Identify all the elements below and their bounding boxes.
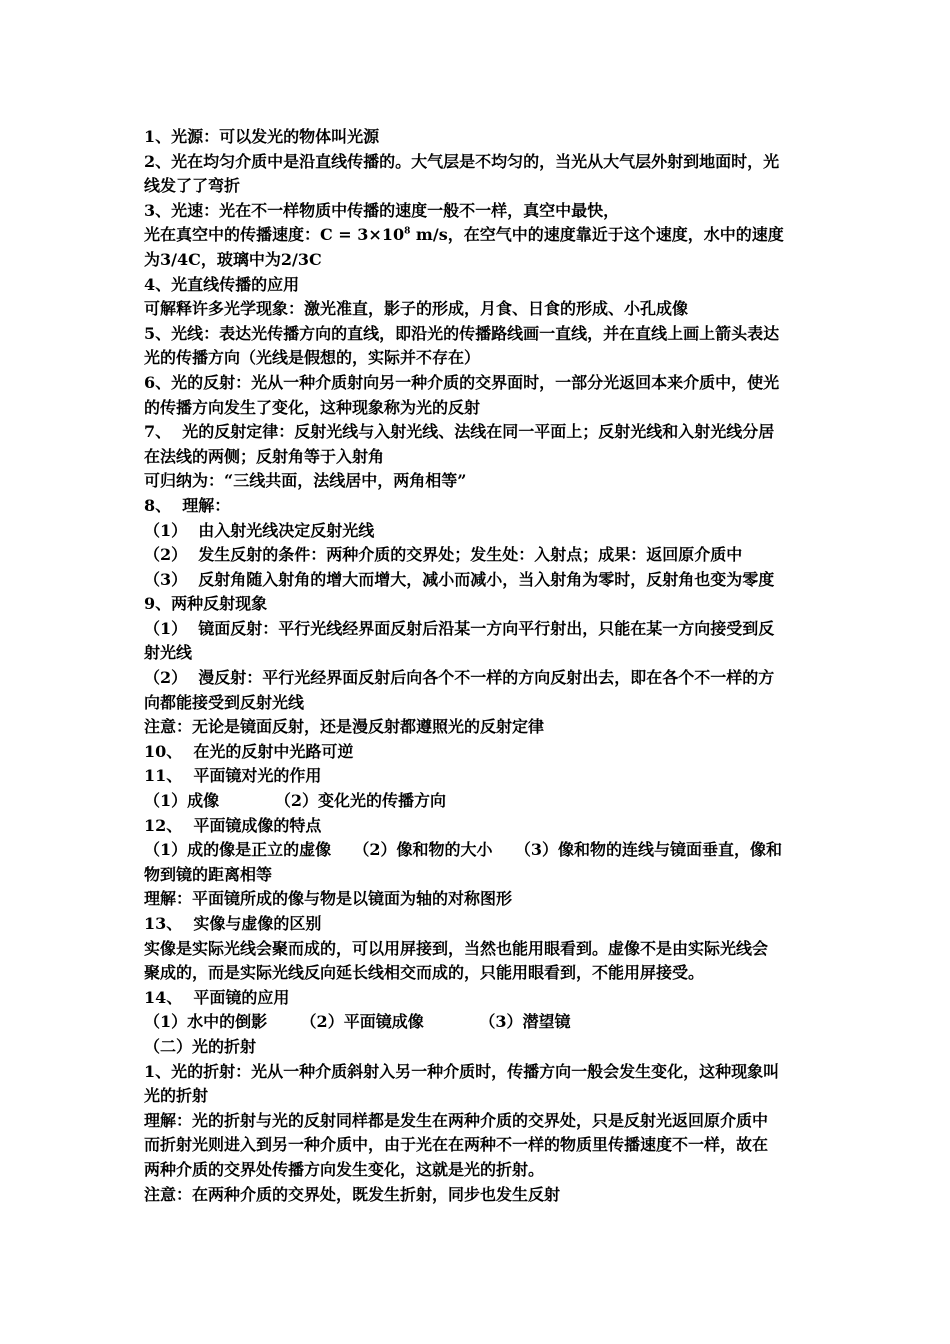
text-line: 11、 平面镜对光的作用 (144, 766, 322, 786)
text-line: （1）成像 （2）变化光的传播方向 (144, 791, 446, 811)
text-line: 1、光的折射：光从一种介质斜射入另一种介质时，传播方向一般会发生变化，这种现象叫 (144, 1061, 780, 1081)
text-line: 为3/4C，玻璃中为2/3C (144, 249, 322, 269)
text-line: 8、 理解： (144, 495, 231, 515)
text-line: 光的传播方向（光线是假想的，实际并不存在） (144, 348, 481, 368)
text-line: 4、光直线传播的应用 (144, 274, 300, 294)
text-line: 2、光在均匀介质中是沿直线传播的。大气层是不均匀的，当光从大气层外射到地面时，光 (144, 151, 780, 171)
text-line: （1）成的像是正立的虚像 （2）像和物的大小 （3）像和物的连线与镜面垂直，像和 (144, 840, 782, 860)
text-line: （2） 发生反射的条件：两种介质的交界处；发生处：入射点；成果：返回原介质中 (144, 545, 743, 565)
text-line: （1） 镜面反射：平行光线经界面反射后沿某一方向平行射出，只能在某一方向接受到反 (144, 618, 775, 638)
document-body (144, 125, 809, 1207)
text-line: 13、 实像与虚像的区别 (144, 914, 322, 933)
text-line: 10、 在光的反射中光路可逆 (144, 741, 354, 761)
text-line: 6、光的反射：光从一种介质射向另一种介质的交界面时，一部分光返回本来介质中，使光 (144, 372, 780, 392)
text-line: 可归纳为：“三线共面，法线居中，两角相等” (144, 471, 467, 491)
text-line: （1） 由入射光线决定反射光线 (144, 520, 375, 540)
light-speed-line (144, 223, 809, 248)
text-line: 的传播方向发生了变化，这种现象称为光的反射 (144, 397, 481, 417)
text-line: （2） 漫反射：平行光经界面反射后向各个不一样的方向反射出去，即在各个不一样的方 (144, 668, 775, 688)
text-line: 注意：在两种介质的交界处，既发生折射，同步也发生反射 (144, 1184, 561, 1204)
text-line: 3、光速：光在不一样物质中传播的速度一般不一样，真空中最快， (144, 200, 620, 220)
text-line: （二）光的折射 (144, 1036, 257, 1056)
text-line: 向都能接受到反射光线 (144, 692, 305, 712)
text-line: 理解：平面镜所成的像与物是以镜面为轴的对称图形 (144, 889, 513, 909)
text-line: 注意：无论是镜面反射，还是漫反射都遵照光的反射定律 (144, 717, 545, 737)
text-line: 1、光源：可以发光的物体叫光源 (144, 127, 380, 146)
text-line: 在法线的两侧；反射角等于入射角 (144, 446, 385, 466)
text-line: 而折射光则进入到另一种介质中，由于光在在两种不一样的物质里传播速度不一样，故在 (144, 1135, 769, 1155)
text-line: 可解释许多光学现象：激光准直，影子的形成，月食、日食的形成、小孔成像 (144, 299, 689, 319)
text-line: 线发了了弯折 (144, 176, 241, 196)
text-line: 5、光线：表达光传播方向的直线，即沿光的传播路线画一直线，并在直线上画上箭头表达 (144, 323, 780, 343)
text-line: 两种介质的交界处传播方向发生变化，这就是光的折射。 (144, 1159, 545, 1179)
light-speed-rest: m/s，在空气中的速度靠近于这个速度，水中的速度 (410, 225, 784, 245)
text-line: 光的折射 (144, 1086, 209, 1106)
text-line: 7、 光的反射定律：反射光线与入射光线、法线在同一平面上；反射光线和入射光线分居 (144, 422, 775, 442)
text-line: 实像是实际光线会聚而成的，可以用屏接到，当然也能用眼看到。虚像不是由实际光线会 (144, 938, 769, 958)
light-speed-exponent: 8 (404, 227, 411, 238)
text-line: 理解：光的折射与光的反射同样都是发生在两种介质的交界处，只是反射光返回原介质中 (144, 1110, 769, 1130)
text-line: 聚成的，而是实际光线反向延长线相交而成的，只能用眼看到，不能用屏接受。 (144, 963, 705, 983)
text-line: 射光线 (144, 643, 193, 663)
text-line: 9、两种反射现象 (144, 594, 268, 614)
light-speed-text: 光在真空中的传播速度：C = 3×10 (144, 225, 405, 245)
text-line: 14、 平面镜的应用 (144, 987, 290, 1007)
text-line: 12、 平面镜成像的特点 (144, 815, 322, 835)
text-line: （3） 反射角随入射角的增大而增大，减小而减小，当入射角为零时，反射角也变为零度 (144, 569, 775, 589)
text-line: 物到镜的距离相等 (144, 864, 273, 884)
text-line: （1）水中的倒影 （2）平面镜成像 （3）潜望镜 (144, 1012, 571, 1032)
